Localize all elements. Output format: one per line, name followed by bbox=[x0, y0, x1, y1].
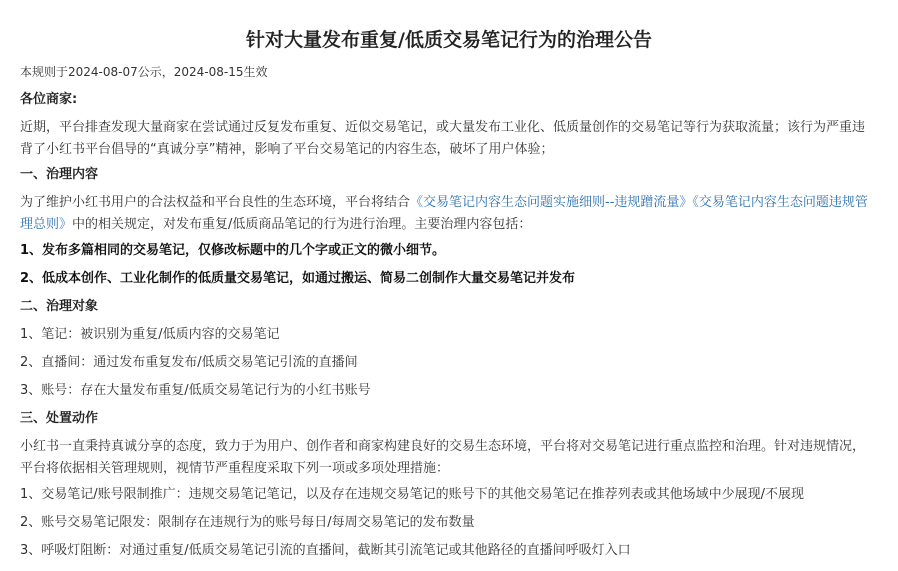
section2-item-1: 1、笔记：被识别为重复/低质内容的交易笔记 bbox=[20, 327, 280, 342]
section3-item-1: 1、交易笔记/账号限制推广：违规交易笔记笔记，以及存在违规交易笔记的账号下的其他交易笔记在推荐列表或其他场域中少展现/不展现 bbox=[20, 487, 805, 502]
page-title: 针对大量发布重复/低质交易笔记行为的治理公告 bbox=[246, 29, 652, 51]
section1-paragraph bbox=[20, 192, 876, 236]
greeting: 各位商家: bbox=[20, 92, 78, 107]
section3-item-3: 3、呼吸灯阻断：对通过重复/低质交易笔记引流的直播间，截断其引流笔记或其他路径的直播间呼吸灯入口 bbox=[20, 543, 631, 558]
section2-item-2: 2、直播间：通过发布重复发布/低质交易笔记引流的直播间 bbox=[20, 355, 358, 370]
rule-link-violation-traffic[interactable]: 《交易笔记内容生态问题实施细则--违规蹭流量》 bbox=[410, 195, 693, 210]
section1-text-before: 为了维护小红书用户的合法权益和平台良性的生态环境，平台将结合 bbox=[20, 195, 411, 210]
section2-item-3: 3、账号：存在大量发布重复/低质交易笔记行为的小红书账号 bbox=[20, 383, 371, 398]
rule-link-general-management[interactable]: 《交易笔记内容生态问题违规管理总则》 bbox=[20, 195, 868, 232]
intro-paragraph: 近期，平台排查发现大量商家在尝试通过反复发布重复、近似交易笔记，或大量发布工业化、低质量创作的交易笔记等行为获取流量；该行为严重违背了小红书平台倡导的“真诚分享”精神，影响了平台交易笔记的内容生态，破坏了用户体验； bbox=[20, 120, 866, 157]
section3-item-2: 2、账号交易笔记限发：限制存在违规行为的账号每日/每周交易笔记的发布数量 bbox=[20, 515, 475, 530]
effective-date: 本规则于2024-08-07公示，2024-08-15生效 bbox=[20, 65, 268, 79]
section1-item-1: 1、发布多篇相同的交易笔记，仅修改标题中的几个字或正文的微小细节。 bbox=[20, 243, 446, 258]
section1-heading: 一、治理内容 bbox=[20, 167, 99, 182]
section3-paragraph: 小红书一直秉持真诚分享的态度，致力于为用户、创作者和商家构建良好的交易生态环境，平台将对交易笔记进行重点监控和治理。针对违规情况，平台将依据相关管理规则，视情节严重程度采取下列一项或多项处理措施： bbox=[20, 439, 866, 476]
section2-heading: 二、治理对象 bbox=[20, 299, 99, 314]
section3-heading: 三、处置动作 bbox=[20, 411, 99, 426]
section1-text-after: 中的相关规定，对发布重复/低质商品笔记的行为进行治理。主要治理内容包括： bbox=[72, 217, 532, 232]
section1-item-2: 2、低成本创作、工业化制作的低质量交易笔记，如通过搬运、简易二创制作大量交易笔记并发布 bbox=[20, 271, 576, 286]
